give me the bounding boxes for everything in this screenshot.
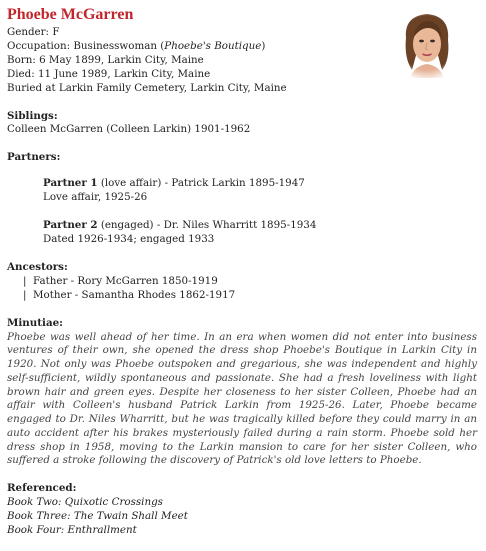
reference-item: Book Three: The Twain Shall Meet bbox=[7, 509, 188, 522]
occupation-label: Occupation: bbox=[7, 39, 71, 52]
minutiae-heading: Minutiae: bbox=[7, 316, 63, 329]
referenced-heading: Referenced: bbox=[7, 482, 77, 494]
portrait-image bbox=[392, 8, 462, 78]
person-name: Phoebe McGarren bbox=[7, 6, 134, 23]
partners-heading: Partners: bbox=[7, 151, 61, 164]
partner-detail: Love affair, 1925-26 bbox=[43, 191, 148, 204]
partner-label: Partner 2 bbox=[43, 219, 98, 232]
siblings-heading: Siblings: bbox=[7, 109, 58, 122]
partner-name: - Patrick Larkin 1895-1947 bbox=[164, 177, 305, 190]
partners-list bbox=[43, 177, 477, 247]
born-value: 6 May 1899, Larkin City, Maine bbox=[39, 53, 204, 66]
reference-item: Book Two: Quixotic Crossings bbox=[7, 495, 163, 508]
profile-page bbox=[7, 6, 477, 538]
partner-label: Partner 1 bbox=[43, 177, 98, 190]
partner-detail: Dated 1926-1934; engaged 1933 bbox=[43, 232, 215, 245]
died-value: 11 June 1989, Larkin City, Maine bbox=[37, 67, 211, 80]
partner-item bbox=[43, 219, 477, 247]
born-label: Born: bbox=[7, 53, 36, 66]
partner-type: (love affair) bbox=[100, 177, 162, 190]
partner-name: - Dr. Niles Wharritt 1895-1934 bbox=[156, 219, 317, 232]
gender-label: Gender: bbox=[7, 26, 50, 38]
reference-item: Book Four: Enthrallment bbox=[7, 523, 137, 536]
died-label: Died: bbox=[7, 67, 35, 80]
ancestors-list bbox=[23, 275, 477, 303]
ancestor-item: | Father - Rory McGarren 1850-1919 bbox=[23, 274, 218, 287]
ancestors-heading: Ancestors: bbox=[7, 260, 68, 273]
gender-value: F bbox=[52, 26, 60, 38]
occupation-line: Occupation: Businesswoman (Phoebe's Boutique) bbox=[7, 39, 266, 52]
ancestor-item: | Mother - Samantha Rhodes 1862-1917 bbox=[23, 288, 236, 301]
minutiae-text: Phoebe was well ahead of her time. In an era when women did not enter into business ventures of their own, she opened the dress shop Phoebe's Boutique in Larkin City in 1920. Not only was Phoebe outspoken and gregarious, she was independent and highly self-sufficient, wildly spontaneous and passionate. She had a fresh loveliness with light brown hair and green eyes. Despite her closeness to her sister Colleen, Phoebe had an affair with Colleen's husband Patrick Larkin from 1925-26. Later, Phoebe became engaged to Dr. Niles Wharritt, but he was tragically killed before they could marry in an auto accident after his brakes mysteriously failed during a rain storm. Phoebe sold her dress shop in 1958, moving to the Larkin mansion to care for her sister Colleen, who suffered a stroke following the discovery of Patrick's old love letters to Phoebe. bbox=[7, 330, 477, 467]
buried-line: Buried at Larkin Family Cemetery, Larkin City, Maine bbox=[7, 81, 287, 94]
sibling-item: Colleen McGarren (Colleen Larkin) 1901-1962 bbox=[7, 123, 251, 136]
partner-item bbox=[43, 177, 477, 205]
occupation-detail: Phoebe's Boutique bbox=[164, 39, 262, 52]
partner-type: (engaged) bbox=[100, 219, 154, 232]
occupation-value: Businesswoman bbox=[73, 39, 157, 52]
